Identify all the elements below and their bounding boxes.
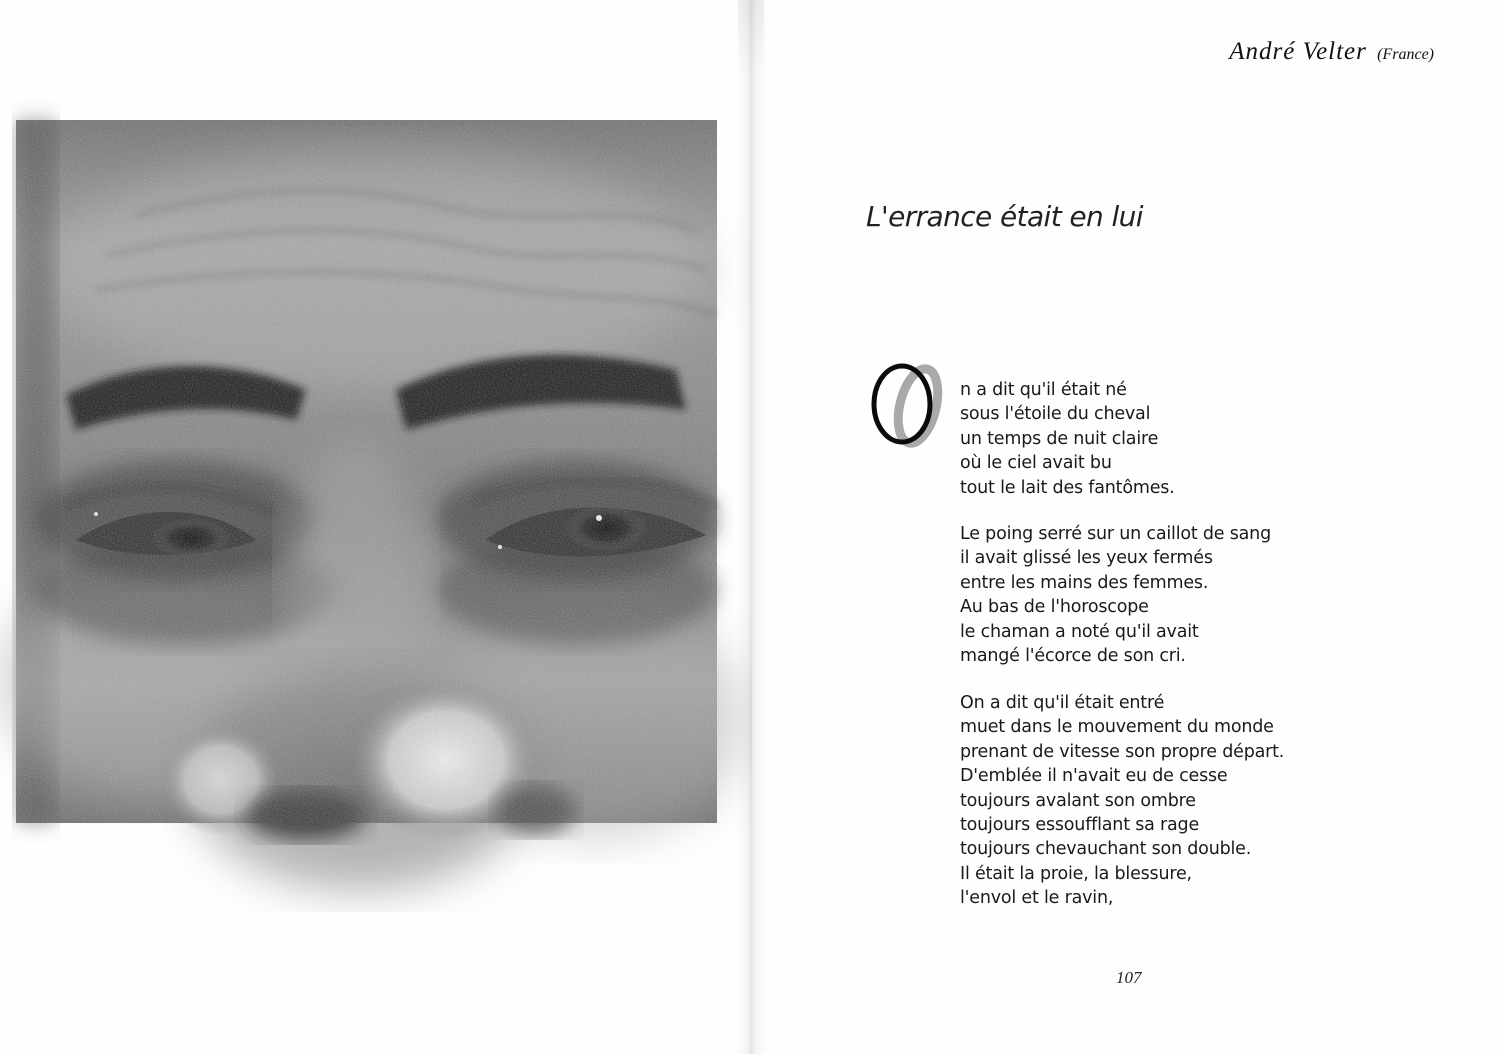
drop-cap xyxy=(864,360,954,450)
poem-line: Le poing serré sur un caillot de sang xyxy=(960,524,1271,544)
poem-line: toujours avalant son ombre xyxy=(960,790,1196,811)
author-header xyxy=(1229,38,1434,66)
page-number: 107 xyxy=(1116,968,1142,987)
poem-line: mangé l'écorce de son cri. xyxy=(960,646,1186,667)
gutter-shadow xyxy=(738,0,764,70)
poem-line: Il était la proie, la blessure, xyxy=(960,863,1192,884)
poem-line: Au bas de l'horoscope xyxy=(960,597,1149,618)
poem-line: sous l'étoile du cheval xyxy=(960,404,1151,425)
poem-line: D'emblée il n'avait eu de cesse xyxy=(960,766,1228,787)
portrait-photo xyxy=(16,120,717,823)
poem-line: un temps de nuit claire xyxy=(960,428,1159,449)
poem-line: il avait glissé les yeux fermés xyxy=(960,548,1213,569)
poem-line: toujours chevauchant son double. xyxy=(960,839,1252,860)
author-country: (France) xyxy=(1377,46,1434,63)
poem-line: toujours essoufflant sa rage xyxy=(960,815,1200,836)
poem-line: tout le lait des fantômes. xyxy=(960,477,1175,498)
poem-line: entre les mains des femmes. xyxy=(960,572,1209,593)
poem-line: prenant de vitesse son propre départ. xyxy=(960,741,1285,762)
book-gutter xyxy=(736,0,768,1054)
stanza-1 xyxy=(960,378,1175,500)
poem-title: L'errance était en lui xyxy=(866,200,1143,233)
stanza-2 xyxy=(960,522,1271,668)
author-name: André Velter xyxy=(1229,38,1367,65)
stanza-3 xyxy=(960,691,1284,911)
poem-line: le chaman a noté qu'il avait xyxy=(960,621,1199,642)
poem-line: l'envol et le ravin, xyxy=(960,888,1114,909)
poem-line: muet dans le mouvement du monde xyxy=(960,717,1274,738)
poem-line: où le ciel avait bu xyxy=(960,453,1112,474)
poem-line: On a dit qu'il était entré xyxy=(960,693,1165,713)
poem-line: n a dit qu'il était né xyxy=(960,380,1127,400)
